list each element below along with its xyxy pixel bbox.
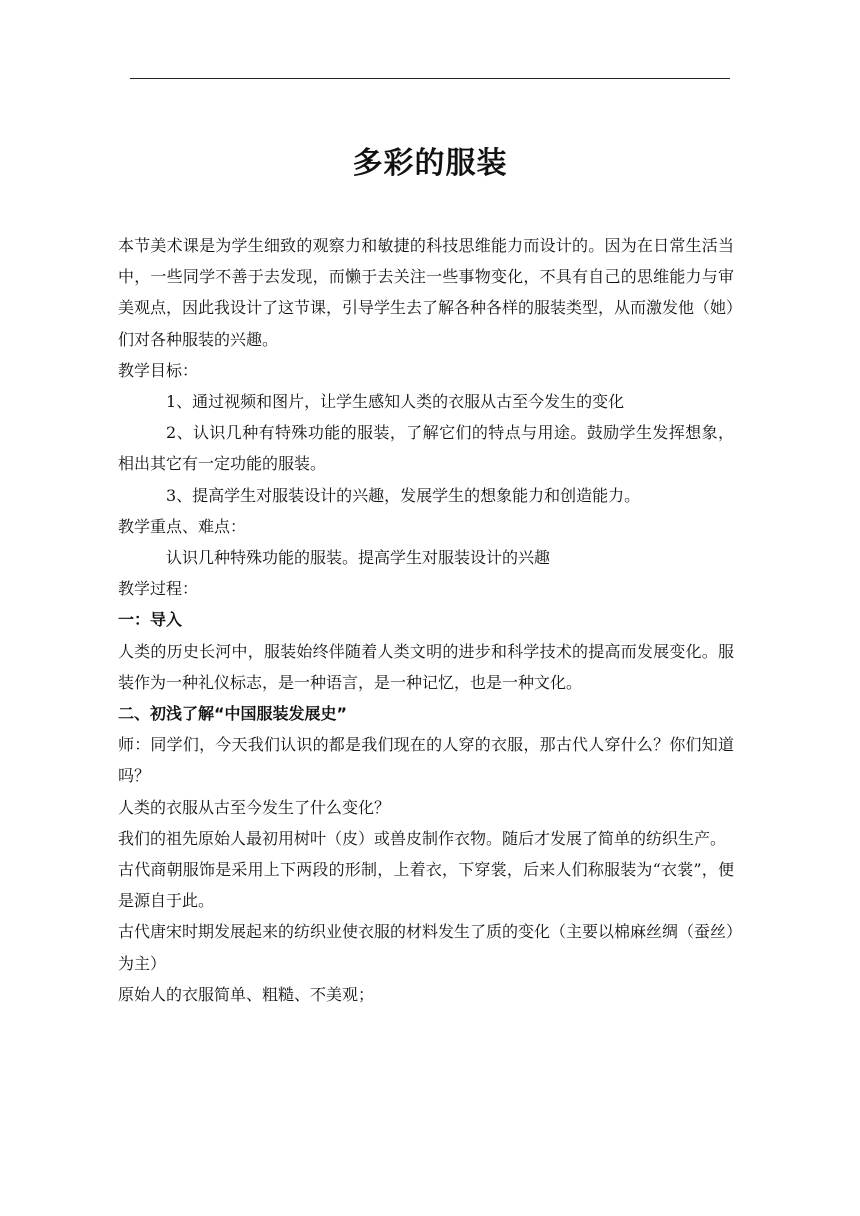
teacher-question-paragraph: 师：同学们，今天我们认识的都是我们现在的人穿的衣服，那古代人穿什么？你们知道吗？: [118, 735, 734, 786]
step-1-paragraph: 人类的历史长河中，服装始终伴随着人类文明的进步和科学技术的提高而发展变化。服装作为一种礼仪标志，是一种语言，是一种记忆，也是一种文化。: [118, 641, 734, 692]
section-heading-key-points: 教学重点、难点：: [118, 516, 247, 536]
question-paragraph: 人类的衣服从古至今发生了什么变化？: [118, 797, 391, 817]
section-heading-objectives: 教学目标：: [118, 360, 199, 380]
step-heading-1: 一：导入: [118, 610, 183, 630]
objective-item-3: 3、提高学生对服装设计的兴趣，发展学生的想象能力和创造能力。: [166, 485, 641, 505]
document-body: [118, 230, 734, 1010]
tang-song-paragraph: 古代唐宋时期发展起来的纺织业使衣服的材料发生了质的变化（主要以棉麻丝绸（蚕丝）为主）: [118, 922, 735, 973]
ancestors-paragraph: 我们的祖先原始人最初用树叶（皮）或兽皮制作衣物。随后才发展了简单的纺织生产。: [118, 828, 727, 848]
header-rule: [130, 78, 730, 79]
step-heading-2: 二、初浅了解“中国服装发展史”: [118, 704, 348, 724]
shang-dynasty-paragraph: 古代商朝服饰是采用上下两段的形制，上着衣，下穿裳，后来人们称服装为“衣裳”，便是源自于此。: [118, 860, 734, 911]
objective-item-1: 1、通过视频和图片，让学生感知人类的衣服从古至今发生的变化: [166, 392, 625, 412]
document-title: 多彩的服装: [352, 146, 508, 181]
intro-paragraph: 本节美术课是为学生细致的观察力和敏捷的科技思维能力而设计的。因为在日常生活当中，一些同学不善于去发现，而懒于去关注一些事物变化，不具有自己的思维能力与审美观点，因此我设计了这节课，引导学生去了解各种各样的服装类型，从而激发他（她）们对各种服装的兴趣。: [118, 236, 735, 349]
key-points-text: 认识几种特殊功能的服装。提高学生对服装设计的兴趣: [166, 548, 551, 568]
section-heading-process: 教学过程：: [118, 579, 199, 599]
objective-item-2: 2、认识几种有特殊功能的服装，了解它们的特点与用途。鼓励学生发挥想象，相出其它有一定功能的服装。: [118, 423, 734, 474]
primitive-clothing-paragraph: 原始人的衣服简单、粗糙、不美观；: [118, 984, 375, 1004]
